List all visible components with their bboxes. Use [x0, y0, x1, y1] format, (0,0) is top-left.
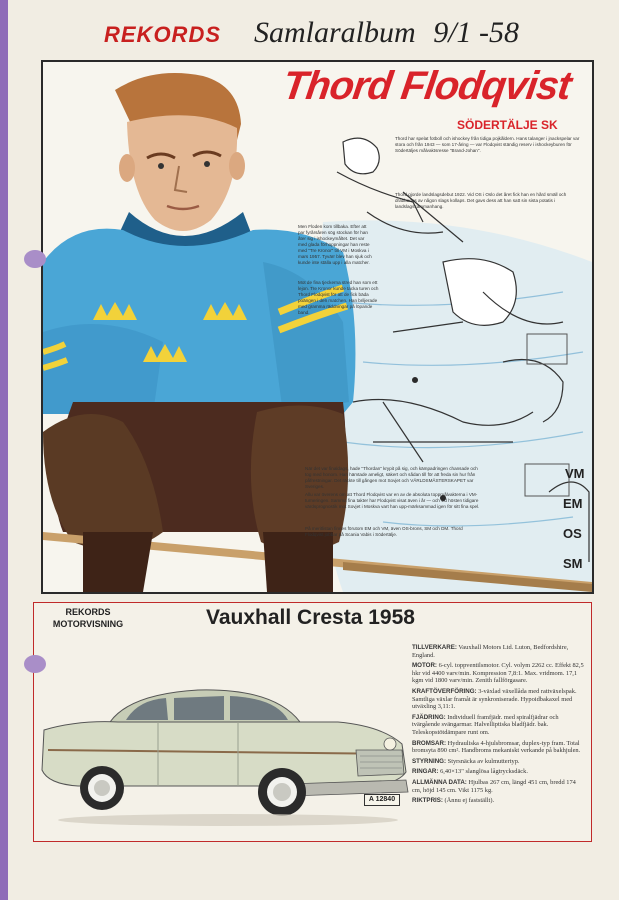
spec-text: Individuell framfjädr. med spiralfjädrar och tvärgående svängarmar. Halvelliptiska bladfjädr. bak. Teleskopstötdämpare runt om. — [412, 713, 559, 736]
player-club: SÖDERTÄLJE SK — [457, 118, 558, 132]
spec-label: TILLVERKARE: — [412, 644, 457, 651]
car-specs — [412, 644, 584, 808]
car-card-brand-line2: MOTORVISNING — [52, 619, 124, 629]
badge-em: EM — [563, 496, 583, 511]
spec-label: MOTOR: — [412, 662, 437, 670]
spec-label: FJÄDRING: — [412, 713, 446, 721]
bio-paragraph: Mot de fina tjeckerna stred han som ett lejon. Tre Kronor kunde tacka turen och Thord Flodqvist för att de fick bäda poängen i den matchen. Han briljerade med gramma räddningar på löpande band. — [298, 280, 379, 315]
bio-paragraph: Thord gjorde landslagsdebut 1922. Vid OS i Oslo det året fick han en hård smäll och drabbades av någon slags kollaps. Det gavs dess att han satt sin sista potatis i landslagssammanhang. — [395, 192, 567, 209]
car-card-brand — [48, 606, 128, 630]
album-title — [254, 16, 519, 50]
spec-text: Styrsnäcka av kulmuttertyp. — [447, 757, 520, 765]
spec-text: Hjulbas 267 cm, längd 451 cm, bredd 174 cm, höjd 145 cm. Vikt 1175 kg. — [412, 778, 576, 794]
car-card-brand-line1: REKORDS — [65, 607, 111, 617]
album-spine — [0, 0, 8, 900]
spec-row — [412, 779, 584, 794]
album-date: 9/1 -58 — [433, 16, 520, 49]
spec-row — [412, 688, 584, 711]
bio-paragraph: På meritlistan finnes förutom EM och VM, även OS-brons, SM och DM. Thord Flodqvist jobbar på Scania Vabis i Södertälje. — [305, 526, 463, 537]
album-title-text: Samlaralbum — [254, 16, 416, 49]
brand-logo: REKORDS — [104, 22, 222, 47]
spec-row — [412, 758, 584, 766]
badge-os: OS — [563, 526, 582, 541]
car-title: Vauxhall Cresta 1958 — [206, 606, 415, 629]
spec-label: BROMSAR: — [412, 739, 447, 747]
spec-label: STYRNING: — [412, 757, 447, 765]
spec-text: Vauxhall Motors Ltd. Luton, Bedfordshire, England. — [412, 644, 569, 659]
spec-text: 6-cyl. toppventilsmotor. Cyl. volym 2262 cc. Effekt 82,5 hkr vid 4400 varv/min. Kompression 7,8:1. Max. vridmom. 17,1 kgm vid 1800 varv/min. Zenith fallförgasare. — [412, 662, 584, 685]
player-name: Thord Flodqvist — [279, 64, 574, 108]
spec-text: 6,40×13" slanglösa lågtrycksdäck. — [440, 768, 528, 776]
merit-badges — [543, 452, 594, 594]
spec-row — [412, 768, 584, 776]
spec-text: (Ännu ej fastställt). — [444, 797, 495, 805]
badge-sm: SM — [563, 556, 583, 571]
spec-text: Hydrauliska 4-hjulsbromsar, duplex-typ fram. Total bromsyta 890 cm². Handbroms mekaniskt verkande på bakhjulen. — [412, 739, 581, 755]
spec-label: KRAFTÖVERFÖRING: — [412, 687, 477, 695]
car-illustration — [38, 680, 418, 840]
spec-label: RIKTPRIS: — [412, 797, 443, 805]
bio-paragraph: Allu var överens om att Thord Flodqvist var en av de absoluta toppmålvakterna i VM-turneringen. Samma fina takter har Flodqvist visat även i år — och vid hösten tidigare värdsprognostik mot Sovjet i Moskva vart han upp-märksammad igen för sitt fina spel. — [305, 492, 480, 509]
spec-row — [412, 662, 584, 685]
spec-label: ALLMÄNNA DATA: — [412, 778, 467, 786]
spec-text: 3-växlad växellåda med rattväxelspak. Samtliga växlar framåt är synkroniserade. Hypoidbakaxel med utväxling 3,11:1. — [412, 687, 577, 711]
bio-paragraph: Men Floden kom tillbaka. Efter att par fyrårsåren sög stockan för han åter sig i ishockeymåltet. Det var med glada förhoppningar han reste med "Tre Kronor" till VM i Moskva i mars 1957. Tyvärr blev han sjuk och kunde inte ställa upp i alla matcher. — [298, 224, 372, 265]
player-card — [41, 60, 594, 594]
bio-paragraph: Thord har spelat fotboll och ishockey från tidiga pojkåldern. Hans talanger i jnackspelar var stora och från 1943 — som 17-åring — var Flodqvist ständig reserv i ishockeyburen för Södertäljes målvaktsresse "Brand-Johan". — [395, 136, 580, 153]
spec-row — [412, 714, 584, 737]
spec-row — [412, 797, 584, 805]
license-plate: A 12840 — [364, 794, 400, 806]
spec-row — [412, 740, 584, 755]
spec-label: RINGAR: — [412, 768, 439, 776]
bio-paragraph: När det var finaldags, hade "Thordan" krypit på sig, och kämpadringen chansade och tog med honom. Han hämtade ameligt, säkert och sådan till för att freda sin hur från påfrestningar. Det räckte till gången mot Sovjet och VÄRLDSMÄSTERSKAPET var Sveriges. — [305, 466, 478, 489]
badge-vm: VM — [565, 466, 585, 481]
spec-row — [412, 644, 584, 659]
